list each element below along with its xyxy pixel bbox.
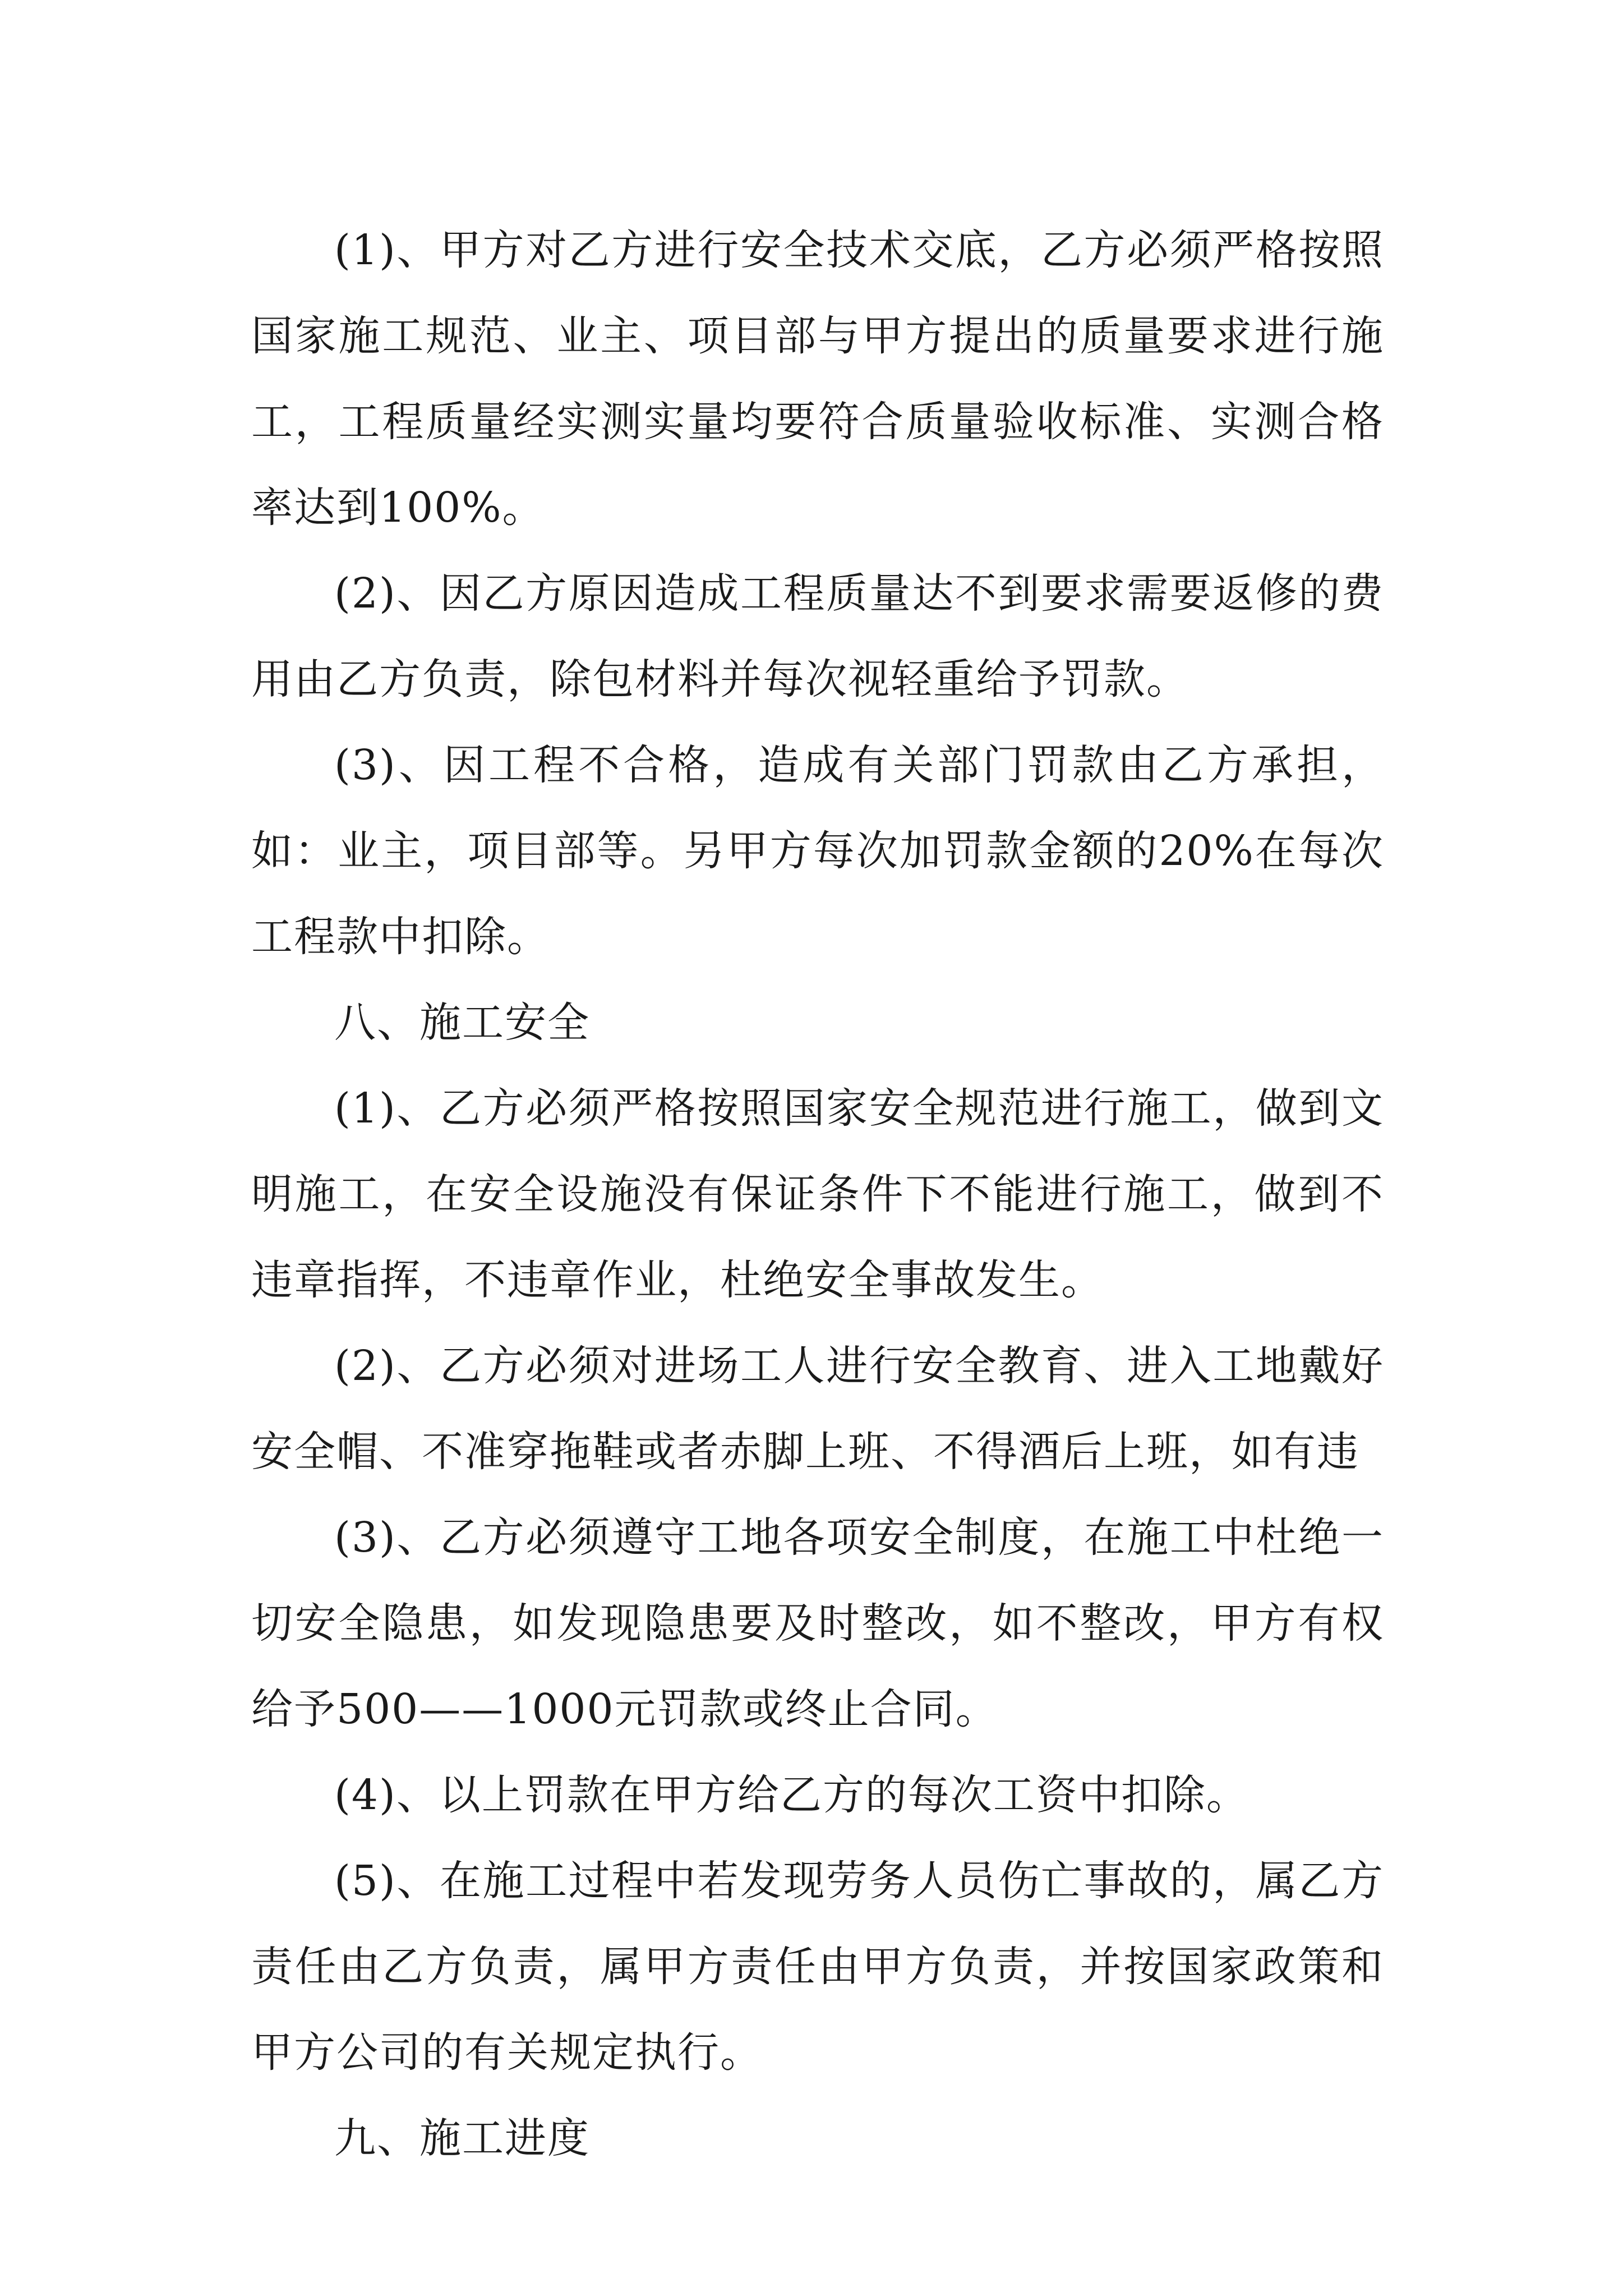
- section-heading-progress: 九、施工进度: [334, 2114, 590, 2162]
- paragraph-quality-1: (1)、甲方对乙方进行安全技术交底，乙方必须严格按照国家施工规范、业主、项目部与甲方提出的质量要求进行施工，工程质量经实测实量均要符合质量验收标准、实测合格率达到100%。: [251, 226, 1384, 532]
- paragraph-quality-3: (3)、因工程不合格，造成有关部门罚款由乙方承担，如：业主，项目部等。另甲方每次加罚款金额的20%在每次工程款中扣除。: [251, 741, 1384, 961]
- paragraph-quality-2: (2)、因乙方原因造成工程质量达不到要求需要返修的费用由乙方负责，除包材料并每次视轻重给予罚款。: [251, 569, 1384, 703]
- paragraph-safety-4: (4)、以上罚款在甲方给乙方的每次工资中扣除。: [334, 1771, 1249, 1819]
- section-heading-safety: 八、施工安全: [334, 999, 590, 1047]
- paragraph-safety-5: (5)、在施工过程中若发现劳务人员伤亡事故的，属乙方责任由乙方负责，属甲方责任由甲方负责，并按国家政策和甲方公司的有关规定执行。: [251, 1857, 1384, 2077]
- document-page: [251, 208, 1384, 2182]
- paragraph-safety-3: (3)、乙方必须遵守工地各项安全制度，在施工中杜绝一切安全隐患，如发现隐患要及时整改，如不整改，甲方有权给予500——1000元罚款或终止合同。: [251, 1513, 1384, 1733]
- paragraph-safety-1: (1)、乙方必须严格按照国家安全规范进行施工，做到文明施工，在安全设施没有保证条件下不能进行施工，做到不违章指挥，不违章作业，杜绝安全事故发生。: [251, 1084, 1384, 1304]
- paragraph-safety-2: (2)、乙方必须对进场工人进行安全教育、进入工地戴好安全帽、不准穿拖鞋或者赤脚上班、不得酒后上班，如有违: [251, 1342, 1384, 1476]
